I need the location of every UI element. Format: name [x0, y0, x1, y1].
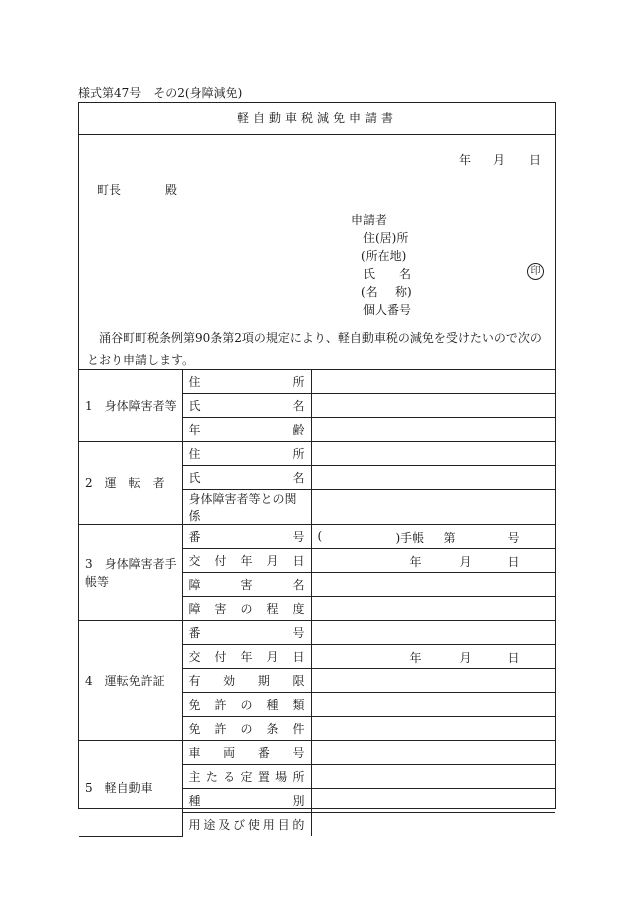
notebook-close-label: )手帳 — [395, 531, 425, 545]
applicant-name-label-2: 名 — [399, 267, 412, 281]
date-month-label: 月 — [493, 153, 506, 167]
label-disability-degree: 障 害 の 程 度 — [188, 602, 305, 616]
addressee-label: 町長 — [97, 183, 122, 197]
label-relationship: 身体障害者等との関係 — [182, 490, 311, 525]
table-row — [79, 621, 555, 645]
label-vehicle-number: 車 両 番 号 — [188, 746, 305, 760]
section-3-disability-degree-value[interactable] — [311, 597, 555, 621]
section-2-title: 2 運 転 者 — [79, 442, 182, 525]
notebook-dai-label: 第 — [443, 531, 456, 545]
section-4-license-conditions-value[interactable] — [311, 717, 555, 741]
label-number: 番 号 — [188, 530, 305, 544]
label-category: 種 別 — [188, 794, 305, 808]
section-5-main-location-value[interactable] — [311, 765, 555, 789]
label-address: 住 所 — [188, 447, 305, 461]
section-4-license-number-value[interactable] — [311, 621, 555, 645]
label-license-type: 免 許 の 種 類 — [188, 698, 305, 712]
label-address: 住 所 — [188, 375, 305, 389]
section-4-license-type-value[interactable] — [311, 693, 555, 717]
section-4-title: 4 運転免許証 — [79, 621, 182, 741]
applicant-location-label: (所在地) — [361, 249, 407, 263]
section-3-issue-date-value[interactable] — [311, 549, 555, 573]
section-1-title: 1 身体障害者等 — [79, 370, 182, 442]
table-row — [79, 525, 555, 549]
section-5-category-value[interactable] — [311, 789, 555, 813]
label-name: 氏 名 — [188, 471, 305, 485]
date-day-label: 日 — [529, 153, 542, 167]
section-1-address-value[interactable] — [311, 370, 555, 394]
section-3-notebook-number-value[interactable] — [311, 525, 555, 549]
label-issue-date: 交 付 年 月 日 — [188, 554, 305, 568]
issue-month-label: 月 — [459, 555, 472, 569]
form-frame — [78, 102, 556, 832]
label-license-conditions: 免 許 の 条 件 — [188, 722, 305, 736]
label-expiry: 有 効 期 限 — [188, 674, 305, 688]
notebook-open-paren: ( — [317, 529, 323, 543]
applicant-name-label-1: 氏 — [363, 267, 376, 281]
applicant-mynumber-label: 個人番号 — [363, 303, 412, 317]
issue-day-label: 日 — [507, 555, 520, 569]
form-number: 様式第47号 その2(身障減免) — [78, 86, 243, 100]
section-3-disability-name-value[interactable] — [311, 573, 555, 597]
section-5-title: 5 軽自動車 — [79, 741, 182, 837]
label-purpose: 用 途 及 び 使 用 目 的 — [188, 818, 305, 832]
license-year-label: 年 — [409, 651, 422, 665]
label-disability-name: 障 害 名 — [188, 578, 305, 592]
applicant-title-label-2: 称) — [395, 285, 412, 299]
section-5-purpose-value[interactable] — [311, 813, 555, 837]
applicant-address-label: 住(居)所 — [363, 231, 409, 245]
label-issue-date: 交 付 年 月 日 — [188, 650, 305, 664]
date-year-label: 年 — [459, 153, 472, 167]
declaration-text: 涌谷町町税条例第90条第2項の規定により、軽自動車税の減免を受けたいので次のとおり申請します。 — [87, 331, 542, 367]
applicant-title-label-1: (名 — [361, 285, 378, 299]
form-title: 軽自動車税減免申請書 — [79, 103, 555, 135]
applicant-heading: 申請者 — [351, 213, 388, 227]
table-row — [79, 741, 555, 765]
label-age: 年 齢 — [188, 423, 305, 437]
notebook-go-label: 号 — [507, 531, 520, 545]
label-number: 番 号 — [188, 626, 305, 640]
section-2-relationship-value[interactable] — [311, 490, 555, 525]
section-1-age-value[interactable] — [311, 418, 555, 442]
addressee-honorific: 殿 — [165, 183, 178, 197]
issue-year-label: 年 — [409, 555, 422, 569]
section-3-title: 3 身体障害者手帳等 — [79, 525, 182, 621]
section-4-expiry-value[interactable] — [311, 669, 555, 693]
label-main-location: 主 た る 定 置 場 所 — [188, 770, 305, 784]
section-2-address-value[interactable] — [311, 442, 555, 466]
license-day-label: 日 — [507, 651, 520, 665]
seal-mark: 印 — [527, 263, 544, 280]
section-5-vehicle-number-value[interactable] — [311, 741, 555, 765]
section-4-issue-date-value[interactable] — [311, 645, 555, 669]
license-month-label: 月 — [459, 651, 472, 665]
section-2-name-value[interactable] — [311, 466, 555, 490]
label-name: 氏 名 — [188, 399, 305, 413]
table-row — [79, 442, 555, 466]
section-1-name-value[interactable] — [311, 394, 555, 418]
table-row — [79, 370, 555, 394]
details-table — [79, 369, 555, 837]
